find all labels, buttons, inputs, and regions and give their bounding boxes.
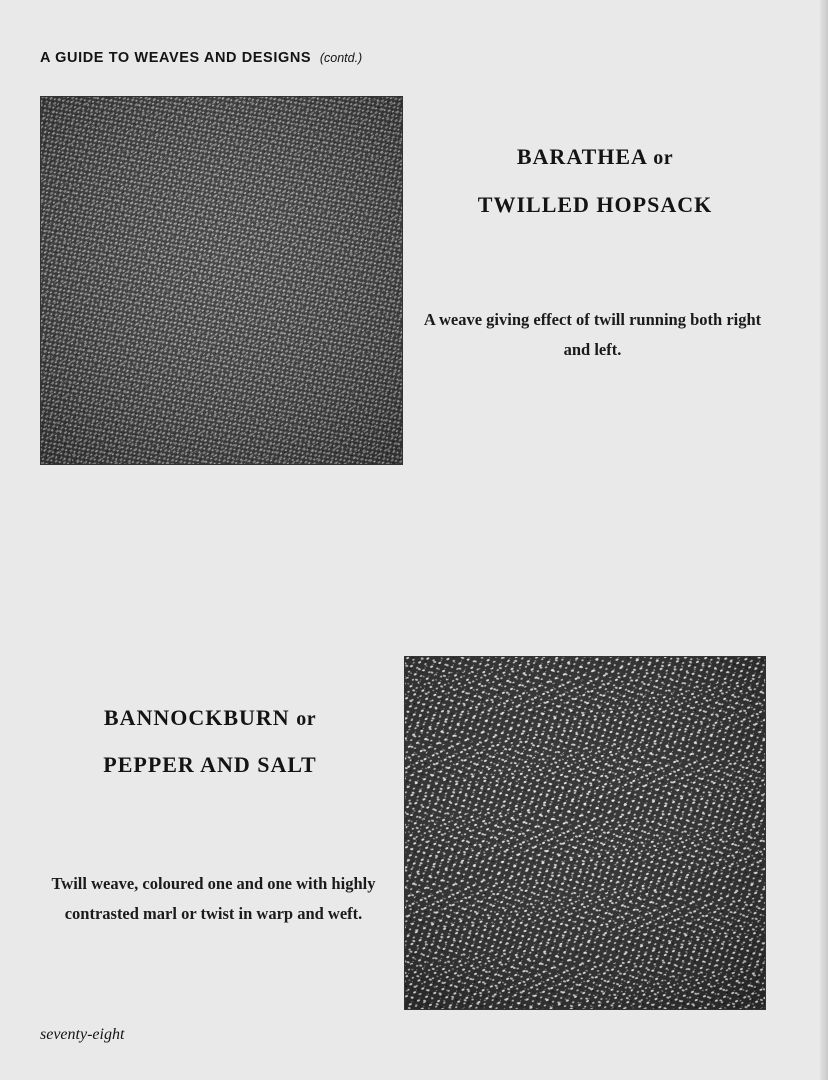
- bannockburn-fabric-swatch: [404, 656, 766, 1010]
- barathea-fabric-swatch: [40, 96, 403, 465]
- barathea-title-or: or: [653, 147, 674, 169]
- bannockburn-title-alt: PEPPER AND SALT: [103, 752, 317, 777]
- barathea-title-alt: TWILLED HOPSACK: [477, 192, 713, 217]
- page-header: [40, 50, 362, 66]
- bannockburn-title: [40, 705, 380, 731]
- page-header-title: A GUIDE TO WEAVES AND DESIGNS: [40, 50, 312, 66]
- page-number: seventy-eight: [40, 1026, 125, 1043]
- barathea-title-name: BARATHEA: [516, 144, 647, 169]
- bannockburn-title-name: BANNOCKBURN: [103, 705, 290, 730]
- bannockburn-description: Twill weave, coloured one and one with highly contrasted marl or twist in warp and weft.: [51, 874, 376, 923]
- barathea-title: [420, 144, 770, 170]
- page-header-suffix: (contd.): [319, 51, 363, 65]
- page-edge-shadow: [820, 0, 828, 1080]
- bannockburn-title-or: or: [296, 708, 317, 730]
- barathea-description: A weave giving effect of twill running both right and left.: [423, 310, 762, 359]
